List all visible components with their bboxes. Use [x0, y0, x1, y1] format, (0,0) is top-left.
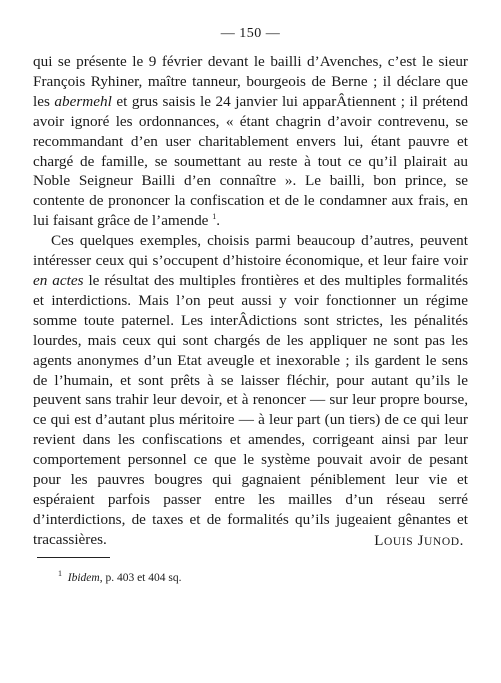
paragraph-2-text-a: Ces quelques exemples, choisis parmi beaucoup d’autres, peuvent intéresser ceux qui s’occupent d’histoire économique, et leur faire voir — [33, 232, 468, 270]
paragraph-2 — [33, 231, 468, 550]
paragraph-2-italic-term: en actes — [33, 271, 84, 289]
footnote-separator — [37, 557, 110, 558]
paragraph-1-text-a: qui se présente le 9 février devant le bailli d’Avenches, c’est le sieur François Ryhiner, maître tanneur, bourgeois de Berne ; il déclare que les — [33, 53, 468, 110]
author-signature — [33, 533, 464, 550]
paragraph-1 — [33, 52, 468, 231]
footnote-text: , p. 403 et 404 sq. — [99, 572, 182, 584]
footnote-mark: 1 — [58, 569, 62, 579]
paragraph-1-text-c: . — [216, 212, 221, 230]
footnote-reference: 1 — [212, 212, 217, 222]
paragraph-2-text-b: le résultat des multiples frontières et des multiples formalités et interdictions. Mais l’on peut aussi y voir fonctionner un régime somme toute paternel. Les interÂdictions sont strictes, les pénalités lourdes, mais ceux qui sont chargés de les appliquer ne sont pas les agents anonymes d’un Etat aveugle et inexorable ; ils gardent le sens de l’humain, et sont prêts à se laisser fléchir, pour autant qu’ils le peuvent sans trahir leur devoir, et à renoncer — sur leur propre bourse, ce qui est d’autant plus méritoire — à leur part (un tiers) de ce qui leur revient dans les confiscations et amendes, corrigeant ainsi par leur comportement personnel ce que le système pouvait avoir de pesant pour les pauvres bougres qui gagnaient péniblement leur vie et espéraient parfois passer entre les mailles d’un réseau serré d’interdictions, de taxes et de formalités qu’ils jugeaient gênantes et tracassières. — [33, 271, 468, 548]
footnote — [58, 571, 181, 585]
signature-first-rest: OUIS — [383, 536, 414, 548]
signature-last-rest: UNOD — [424, 536, 460, 548]
body-text — [33, 52, 468, 550]
signature-period: . — [459, 533, 464, 549]
signature-first-initial: L — [374, 533, 384, 549]
signature-last-initial: J — [417, 533, 425, 549]
paragraph-1-text-b: et grus saisis le 24 janvier lui apparÂtiennent ; il prétend avoir ignoré les ordonnances, « étant chagrin d’avoir contrevenu, se recommandant d’en user charitablement envers lui, étant pauvre et chargé de famille, se soumettant au reste à tout ce qu’il plairait au Noble Seigneur Bailli d’en connaître ». Le bailli, bon prince, se contente de prononcer la confiscation et de le condamner aux frais, en lui faisant grâce de l’amende — [33, 92, 468, 230]
page-number: — 150 — — [220, 26, 281, 41]
paragraph-1-italic-term: abermehl — [54, 92, 112, 110]
footnote-italic-source: Ibidem — [67, 572, 100, 584]
